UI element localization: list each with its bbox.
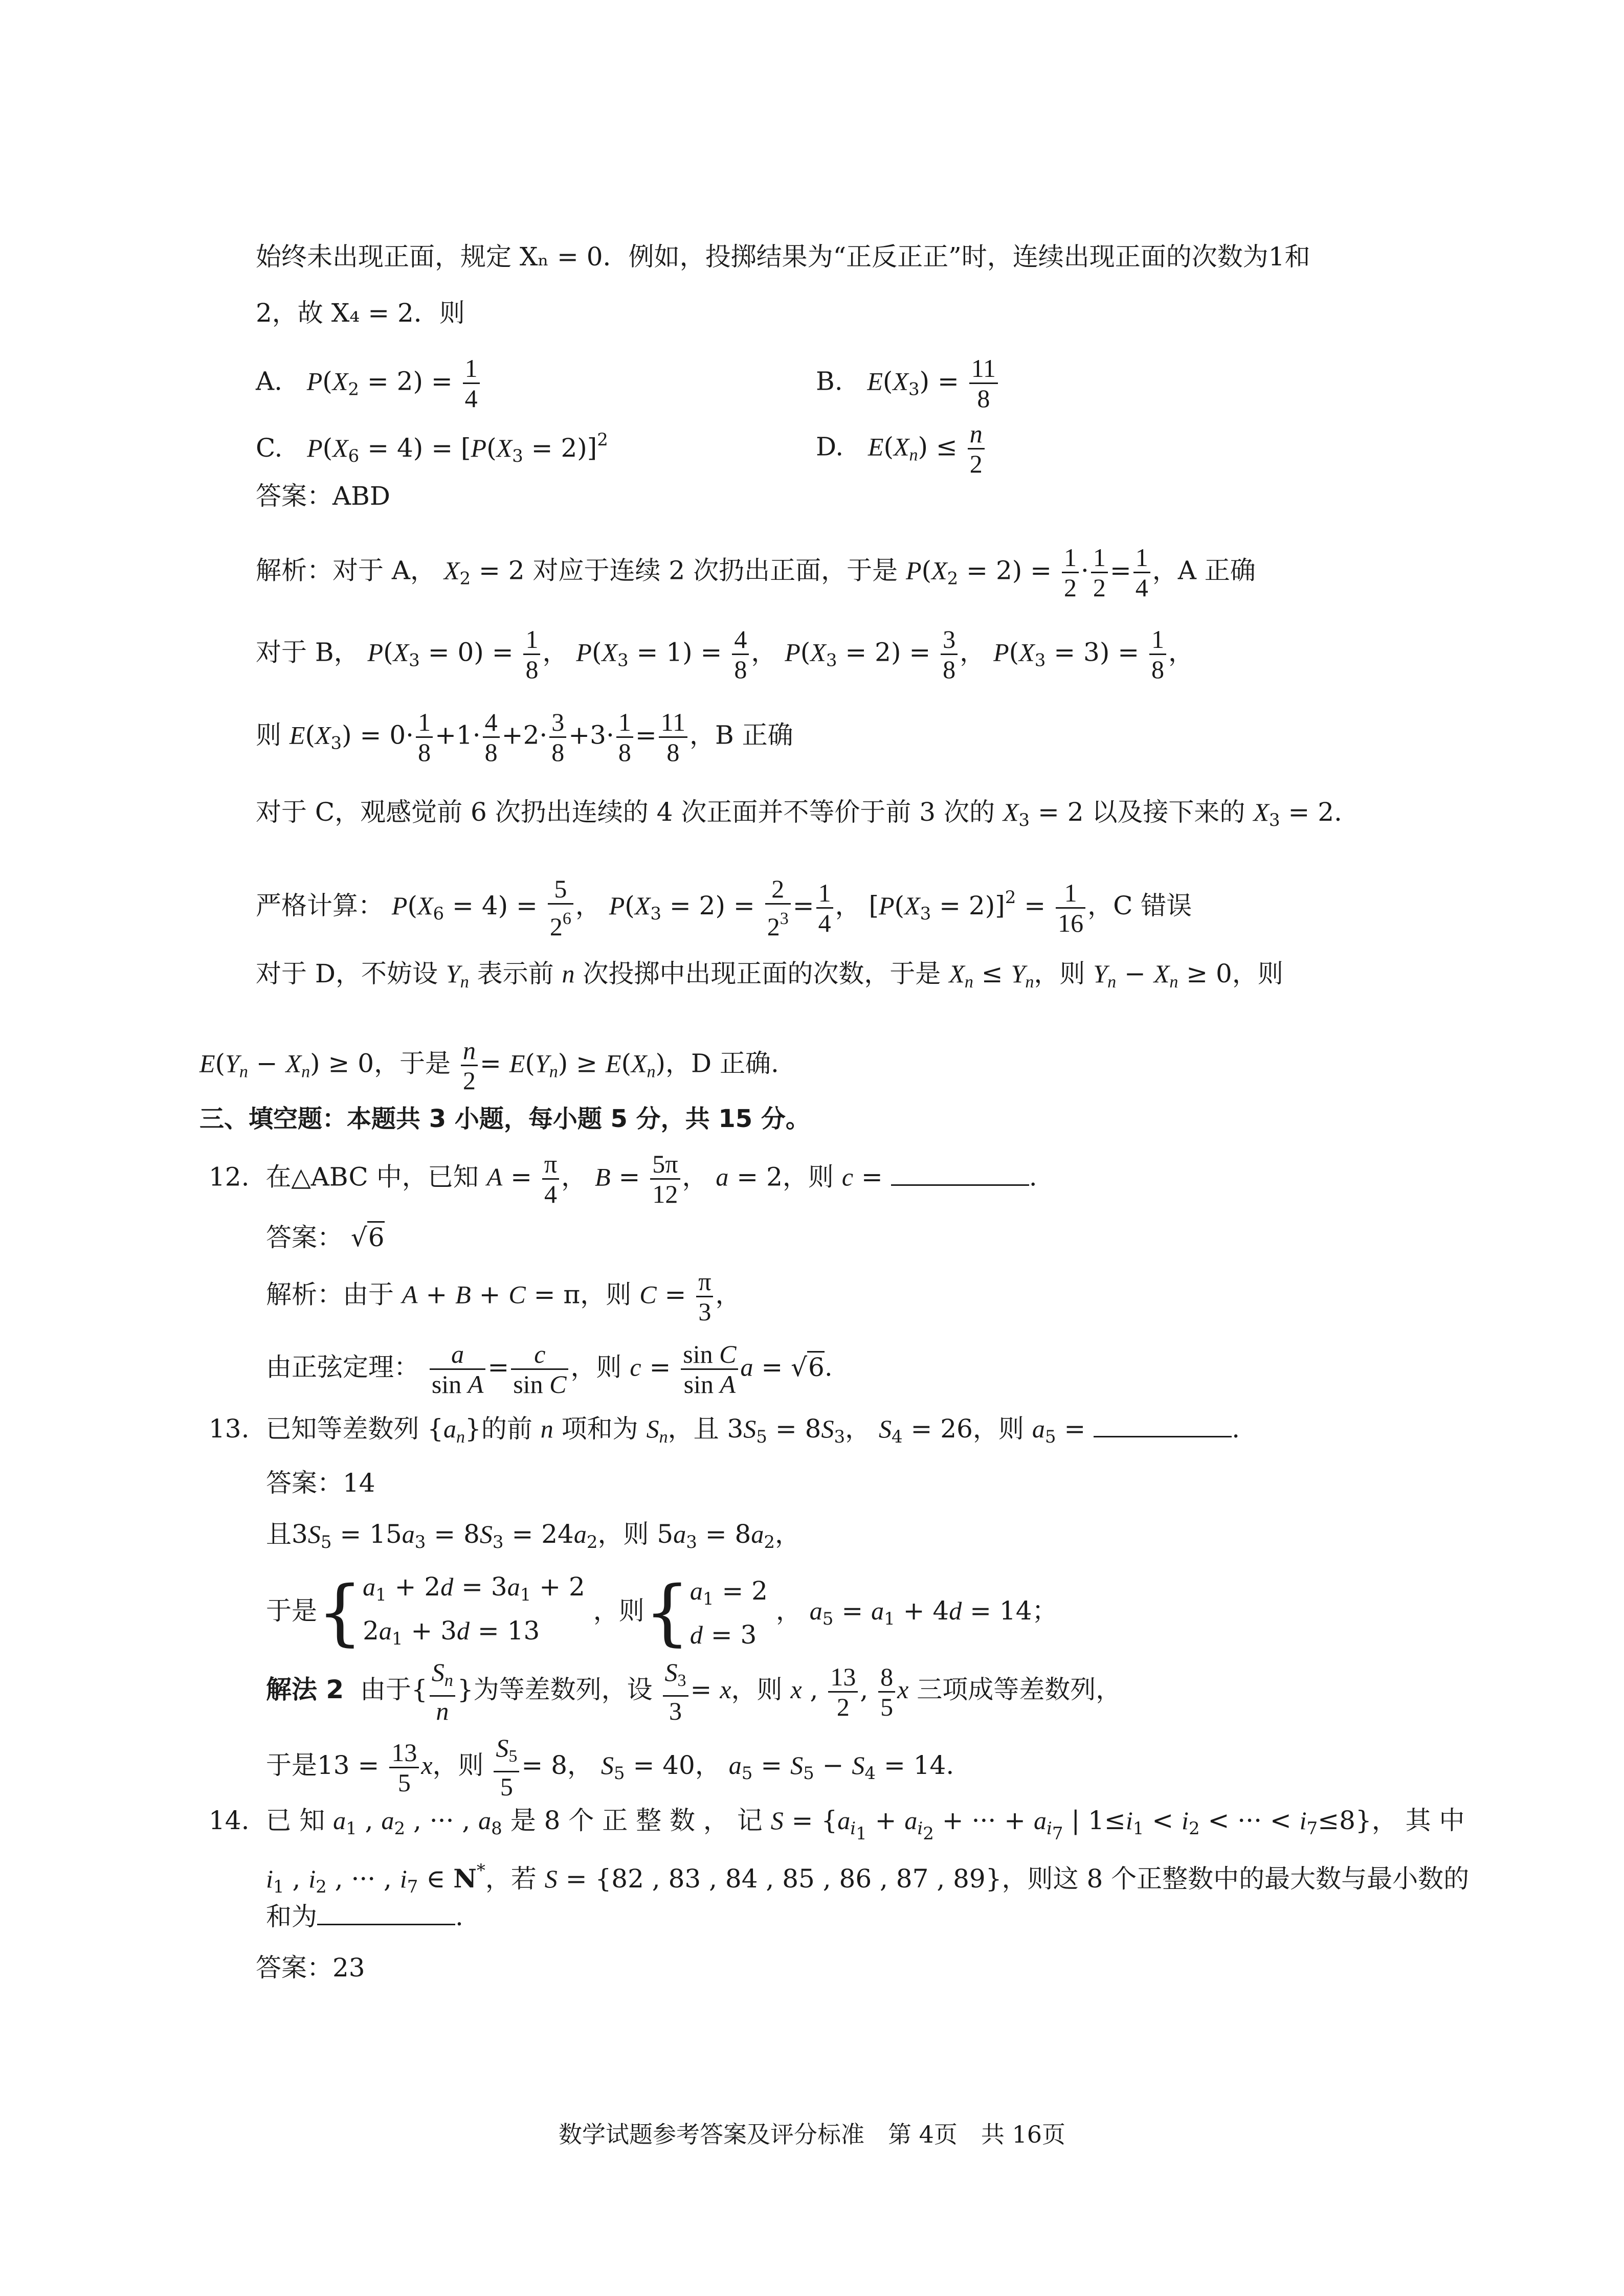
q13-line-2: 于是{$a_1 + 2d = 3a_1 + 2$ $2a_1 + 3d = 13$ ，则{$a_1 = 2$ d = 3 ， $a_5 = a_1 + 4d = 14$； <box>266 1571 1058 1654</box>
q11-analysis-c: 对于 C，观感觉前 6 次扔出连续的 4 次正面并不等价于前 3 次的 $X_3 = 2$ 以及接下来的 $X_3 = 2$. <box>256 797 1342 830</box>
page-footer: 数学试题参考答案及评分标准 第 4页 共 16页 <box>558 2121 1066 2148</box>
q12-analysis-2: 由正弦定理： $\frac{a}{\text{sin A}}$ = $\frac{c}{\text{sin C}}$ ，则 c = $\frac{\text{sin C}}{\text{sin A}}$ a = √6. <box>266 1340 833 1399</box>
answer-blank <box>317 1902 455 1925</box>
q14-answer: 答案：23 <box>256 1953 365 1983</box>
q13-answer: 答案：14 <box>266 1468 375 1498</box>
q13-line-1: 且$3S_5 = 15a_3 = 8S_3 = 24a_2$，则 $5a_3 = 8a_2$， <box>266 1519 800 1552</box>
q11-analysis-a: 解析：对于 A， $X_2 = 2$ 对应于连续 2 次扔出正面，于是 $P(X_2 = 2)$ = $\frac{1}{2}$ · $\frac{1}{2}$ = $\frac{1}{4}$ ，A 正确 <box>256 543 1256 602</box>
q11-analysis-b2: 则 $E(X_3) = 0\cdot$ $\frac{1}{8}$ +1· $\frac{4}{8}$ +2· $\frac{3}{8}$ +3· $\frac{1}{8}$ = $\frac{11}{8}$ ，B 正确 <box>256 708 793 767</box>
option-a: A. $P(X_2 = 2)$ = $\frac{1}{4}$ <box>256 354 482 413</box>
intro-line-1: 始终未出现正面，规定 Xₙ = 0．例如，投掷结果为“正反正正”时，连续出现正面的次数为1和 <box>256 242 1310 272</box>
q11-answer: 答案：ABD <box>256 481 390 511</box>
q12-analysis-1: 解析：由于 A + B + C = π，则 C = $\frac{\pi}{3}$ ， <box>266 1267 741 1326</box>
q14-stem-1: 14. 已 知 $a_1$ , $a_2$ , ··· , $a_8$ 是 8 个 正 整 数 ， 记 $S = \{a_{i_1} + a_{i_2}$ + ··· + $a_{i_7}$ | $1\le i_1 < i_2$ < ··· < $i_7\le 8$}， 其 中 <box>209 1806 1465 1844</box>
answer-blank <box>1094 1414 1232 1437</box>
q14-stem-2: $i_1$ , $i_2$ , ··· , $i_7$ ∈ N*，若 S = {82 , 83 , 84 , 85 , 86 , 87 , 89}，则这 8 个正整数中的最大数与最小数的 <box>266 1860 1470 1897</box>
option-d: D. $E(X_n)$ ≤ $\frac{n}{2}$ <box>816 419 987 478</box>
q13-stem: 13. 已知等差数列 $\{a_n\}$的前 n 项和为 $S_n$，且 $3S_5 = 8S_3$， $S_4 = 26$，则 $a_5$ = . <box>209 1414 1240 1447</box>
q12-stem: 12. 在△ABC 中，已知 A = $\frac{\pi}{4}$ ， B = $\frac{5\pi}{12}$ ， a = 2，则 c = . <box>209 1150 1037 1208</box>
answer-blank <box>891 1163 1029 1186</box>
q11-analysis-b: 对于 B， $P(X_3 = 0)$ = $\frac{1}{8}$ ， $P(X_3 = 1)$ = $\frac{4}{8}$ ， $P(X_3 = 2)$ = $\frac{3}{8}$ ， $P(X_3 = 3)$ = $\frac{1}{8}$ ， <box>256 625 1194 684</box>
option-b: B. $E(X_3)$ = $\frac{11}{8}$ <box>816 354 1000 413</box>
q14-stem-3: 和为 . <box>266 1902 463 1931</box>
q12-answer: 答案： √6 <box>266 1217 385 1258</box>
q13-final: 于是13 = $\frac{13}{5}$ x，则 $\frac{S_5}{5}$ = 8， $S_5 = 40$， $a_5 = S_5 - S_4 = 14$. <box>266 1734 954 1801</box>
section-3-heading: 三、填空题：本题共 3 小题，每小题 5 分，共 15 分。 <box>199 1105 810 1133</box>
q13-method-2: 解法 2 由于{ $\frac{S_n}{n}$ }为等差数列，设 $\frac{S_3}{3}$ = x，则 x , $\frac{13}{2}$ , $\frac{8}{5}$ x 三项成等差数列， <box>266 1658 1122 1725</box>
q11-analysis-c2: 严格计算： $P(X_6 = 4)$ = $\frac{5}{2^6}$ ， $P(X_3 = 2)$ = $\frac{2}{2^3}$ = $\frac{1}{4}$ ， $[P(X_3 = 2)]^2$ = $\frac{1}{16}$ ，C 错误 <box>256 874 1192 941</box>
option-c: C. $P(X_6 = 4) = [P(X_3 = 2)]^2$ <box>256 430 608 466</box>
intro-line-2: 2，故 X₄ = 2．则 <box>256 298 465 328</box>
q11-analysis-d2: $E(Y_n - X_n) \ge 0$，于是 $\frac{n}{2}$ = $E(Y_n) \ge E(X_n)$，D 正确. <box>199 1036 779 1095</box>
q11-analysis-d: 对于 D，不妨设 $Y_n$ 表示前 n 次投掷中出现正面的次数，于是 $X_n \le Y_n$，则 $Y_n - X_n \ge 0$，则 <box>256 959 1283 992</box>
